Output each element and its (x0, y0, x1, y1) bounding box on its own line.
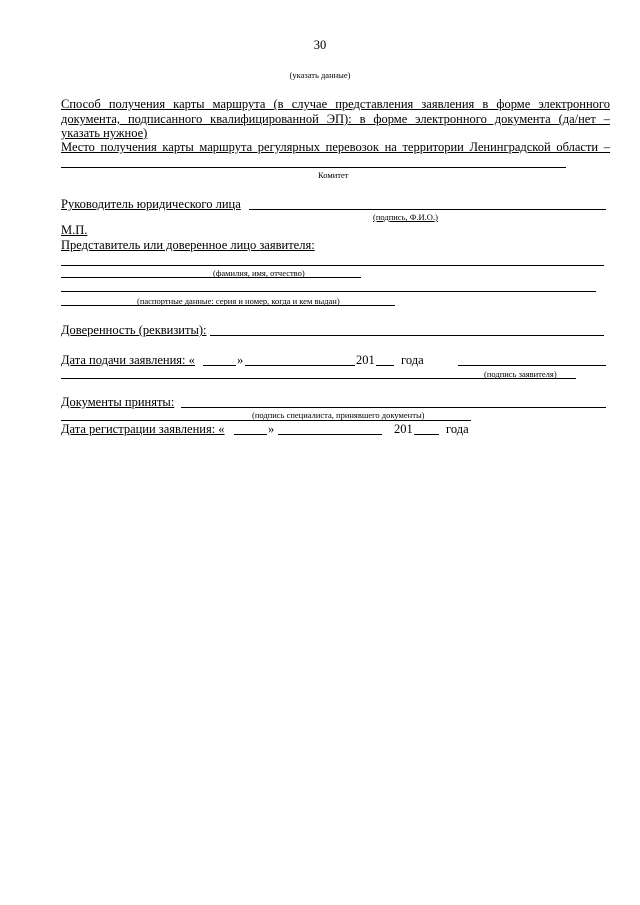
submit-year-line[interactable] (376, 365, 394, 366)
submit-signature-line[interactable] (458, 365, 606, 366)
registration-month-line[interactable] (278, 434, 382, 435)
accepted-line[interactable] (181, 407, 606, 408)
method-line-1: Способ получения карты маршрута (в случае представления заявления в форме электронного (61, 97, 610, 111)
place-field-line[interactable] (61, 167, 566, 168)
stamp-place: М.П. (61, 223, 88, 237)
power-line[interactable] (210, 335, 604, 336)
submit-month-line[interactable] (245, 365, 355, 366)
page-number: 30 (313, 38, 327, 52)
rep-passport-line[interactable] (61, 291, 596, 292)
registration-year-word: года (446, 422, 469, 436)
registration-year-line[interactable] (414, 434, 439, 435)
method-line-2: документа, подписанного квалифицированной ЭП): в форме электронного документа (да/нет – (61, 112, 610, 126)
submit-caption: (подпись заявителя) (484, 369, 557, 379)
rep-passport-caption: (паспортные данные: серия и номер, когда и кем выдан) (137, 296, 340, 306)
power-label: Доверенность (реквизиты): (61, 323, 207, 337)
rep-label: Представитель или доверенное лицо заявителя: (61, 238, 315, 252)
registration-close-quote: » (268, 422, 275, 436)
submit-year: 201 (356, 353, 375, 367)
rep-name-caption: (фамилия, имя, отчество) (213, 268, 305, 278)
rep-name-line[interactable] (61, 265, 604, 266)
accepted-caption: (подпись специалиста, принявшего документы) (252, 410, 425, 420)
accepted-label: Документы приняты: (61, 395, 175, 409)
registration-label: Дата регистрации заявления: « (61, 422, 225, 436)
submit-close-quote: » (237, 353, 244, 367)
registration-year: 201 (394, 422, 413, 436)
submit-day-line[interactable] (203, 365, 236, 366)
submit-label: Дата подачи заявления: « (61, 353, 195, 367)
head-signature-line[interactable] (249, 209, 606, 210)
submit-year-word: года (401, 353, 424, 367)
place-caption: Комитет (318, 170, 349, 180)
method-line-3: указать нужное) (61, 126, 148, 140)
head-caption: (подпись, Ф.И.О.) (373, 212, 438, 222)
registration-day-line[interactable] (234, 434, 267, 435)
head-label: Руководитель юридического лица (61, 197, 241, 211)
hint-specify-data: (указать данные) (289, 70, 351, 80)
accepted-caption-line (61, 420, 471, 421)
place-line: Место получения карты маршрута регулярных перевозок на территории Ленинградской области – (61, 140, 610, 154)
rep-name-caption-line (61, 277, 361, 278)
